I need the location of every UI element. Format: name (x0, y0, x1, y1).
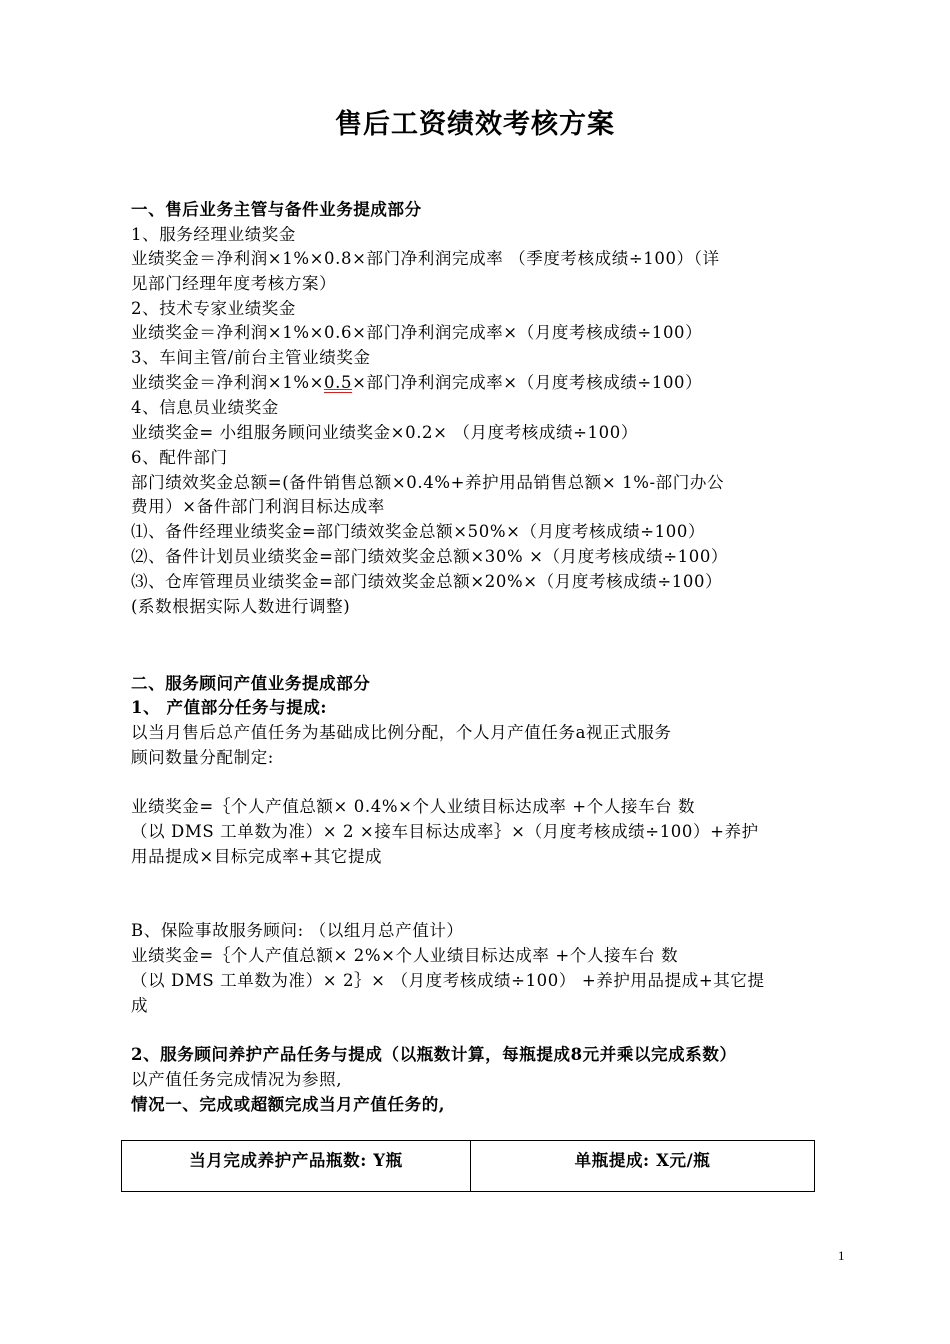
underlined-value: 0.5 (324, 373, 353, 392)
text-line: 业绩奖金=｛个人产值总额× 2%×个人业绩目标达成率 +个人接车台 数 (131, 946, 679, 965)
text-line: （以 DMS 工单数为准）× 2 ×接车目标达成率｝×（月度考核成绩÷100）+养护 (131, 822, 759, 841)
text-line: ⑵、备件计划员业绩奖金=部门绩效奖金总额×30% ×（月度考核成绩÷100） (131, 547, 729, 566)
text-line: 业绩奖金= 小组服务顾问业绩奖金×0.2× （月度考核成绩÷100） (131, 423, 638, 442)
text-line: 4、信息员业绩奖金 (131, 398, 279, 417)
subsection-heading: 2、服务顾问养护产品任务与提成（以瓶数计算，每瓶提成8元并乘以完成系数） (131, 1045, 737, 1064)
text-line (131, 371, 851, 395)
text-span: 业绩奖金＝净利润×1%× (131, 373, 325, 392)
text-span: ×部门净利润完成率×（月度考核成绩÷100） (352, 373, 703, 392)
table-cell: 单瓶提成: X元/瓶 (471, 1141, 815, 1192)
text-line: 费用）×备件部门利润目标达成率 (131, 497, 385, 516)
page-number: 1 (838, 1248, 845, 1263)
text-line: 业绩奖金＝净利润×1%×0.8×部门净利润完成率 （季度考核成绩÷100）（详 (131, 249, 720, 268)
text-line: 顾问数量分配制定: (131, 748, 274, 767)
subsection-heading: 1、 产值部分任务与提成: (131, 698, 328, 717)
table-row (122, 1141, 815, 1192)
document-title: 售后工资绩效考核方案 (335, 109, 615, 140)
text-line: 以当月售后总产值任务为基础成比例分配，个人月产值任务a视正式服务 (131, 723, 672, 742)
text-line: 业绩奖金=｛个人产值总额× 0.4%×个人业绩目标达成率 +个人接车台 数 (131, 797, 696, 816)
bonus-table (121, 1140, 815, 1192)
text-line: 2、技术专家业绩奖金 (131, 299, 296, 318)
text-line: 成 (131, 996, 149, 1015)
text-line: B、保险事故服务顾问: （以组月总产值计） (131, 921, 464, 940)
text-line: ⑶、仓库管理员业绩奖金=部门绩效奖金总额×20%×（月度考核成绩÷100） (131, 572, 723, 591)
text-line: 1、服务经理业绩奖金 (131, 225, 296, 244)
text-line: (系数根据实际人数进行调整) (131, 597, 351, 616)
text-line: ⑴、备件经理业绩奖金=部门绩效奖金总额×50%×（月度考核成绩÷100） (131, 522, 706, 541)
text-line: 6、配件部门 (131, 448, 228, 467)
text-line: 见部门经理年度考核方案） (131, 274, 337, 293)
text-line: 用品提成×目标完成率+其它提成 (131, 847, 383, 866)
section1-heading: 一、售后业务主管与备件业务提成部分 (131, 200, 422, 219)
text-line: 部门绩效奖金总额=(备件销售总额×0.4%+养护用品销售总额× 1%-部门办公 (131, 473, 725, 492)
text-line: （以 DMS 工单数为准）× 2｝× （月度考核成绩÷100） +养护用品提成+其它提 (131, 971, 765, 990)
text-line: 以产值任务完成情况为参照, (131, 1070, 343, 1089)
case-heading: 情况一、完成或超额完成当月产值任务的, (131, 1095, 446, 1114)
section2-heading: 二、服务顾问产值业务提成部分 (131, 674, 371, 693)
text-line: 业绩奖金＝净利润×1%×0.6×部门净利润完成率×（月度考核成绩÷100） (131, 323, 703, 342)
table-cell: 当月完成养护产品瓶数: Y瓶 (122, 1141, 471, 1192)
text-line: 3、车间主管/前台主管业绩奖金 (131, 348, 371, 367)
